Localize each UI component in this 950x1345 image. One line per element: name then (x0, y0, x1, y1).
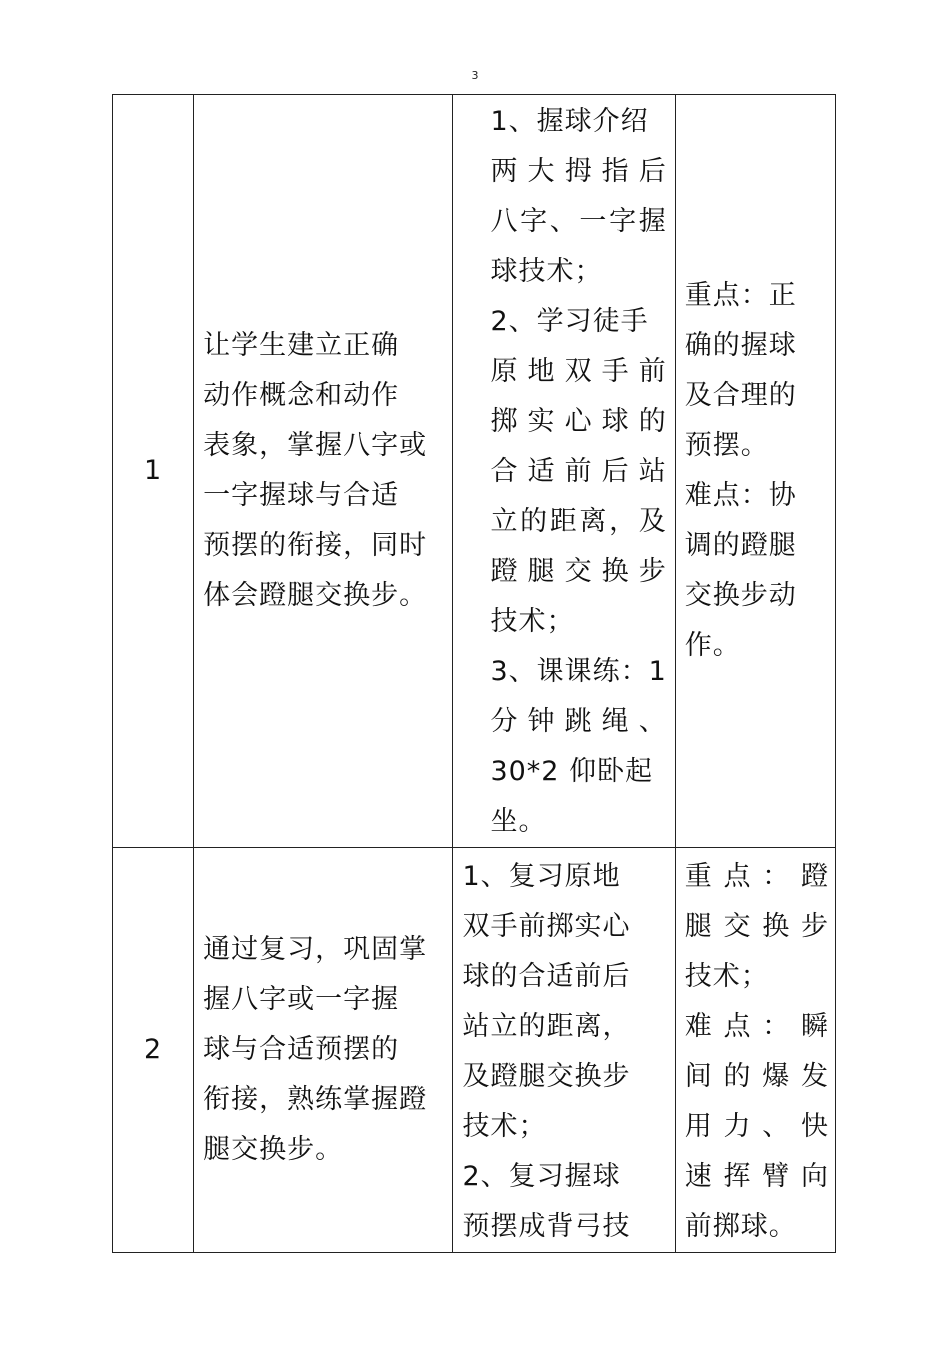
content-line: 及蹬腿交换步 (462, 1061, 631, 1092)
content-line: 球的合适前后 (462, 961, 631, 992)
content-line: 立的距离，及 (490, 506, 667, 537)
lesson-number-cell: 1 (113, 95, 194, 848)
goal-line: 腿交换步。 (203, 1134, 344, 1165)
goal-line: 让学生建立正确 (203, 330, 400, 361)
goal-line: 握八字或一字握 (203, 984, 400, 1015)
content-line: 1、握球介绍 (490, 106, 649, 137)
content-line: 分钟跳绳、 (490, 706, 667, 737)
goal-line: 一字握球与合适 (203, 480, 400, 511)
goal-line: 衔接，熟练掌握蹬 (203, 1084, 428, 1115)
content-line: 合适前后站 (490, 456, 667, 487)
content-line: 预摆成背弓技 (462, 1211, 631, 1242)
goal-line: 表象，掌握八字或 (203, 430, 428, 461)
content-line: 站立的距离， (462, 1011, 631, 1042)
key-point-line: 用力、快 (684, 1111, 829, 1142)
key-point-line: 及合理的 (684, 380, 797, 411)
goal-line: 预摆的衔接，同时 (203, 530, 428, 561)
content-line: 2、复习握球 (462, 1161, 621, 1192)
content-line: 3、课课练：1 (490, 656, 667, 687)
key-point-line: 腿交换步 (684, 911, 829, 942)
content-line: 掷实心球的 (490, 406, 667, 437)
goal-line: 体会蹬腿交换步。 (203, 580, 428, 611)
content-line: 坐。 (490, 806, 547, 837)
key-point-line: 预摆。 (684, 430, 769, 461)
key-point-line: 确的握球 (684, 330, 797, 361)
content-line: 两大拇指后 (490, 156, 667, 187)
key-point-line: 调的蹬腿 (684, 530, 797, 561)
key-points-cell (675, 848, 835, 1253)
content-line: 30*2 仰卧起 (490, 756, 654, 787)
goal-line: 动作概念和动作 (203, 380, 400, 411)
key-point-line: 作。 (684, 630, 741, 661)
key-point-line: 难点：协 (684, 480, 797, 511)
lesson-goal-cell (194, 95, 453, 848)
content-line: 技术； (490, 606, 575, 637)
lesson-plan-table (112, 94, 836, 1253)
goal-line: 球与合适预摆的 (203, 1034, 400, 1065)
key-point-line: 交换步动 (684, 580, 797, 611)
table-row (113, 848, 836, 1253)
page-number: 3 (471, 69, 479, 82)
content-line: 原地双手前 (490, 356, 667, 387)
content-line: 八字、一字握 (490, 206, 667, 237)
goal-line: 通过复习，巩固掌 (203, 934, 428, 965)
content-line: 1、复习原地 (462, 861, 621, 892)
key-point-line: 重点：正 (684, 280, 797, 311)
key-point-line: 技术； (684, 961, 769, 992)
content-line: 2、学习徒手 (490, 306, 649, 337)
key-point-line: 间的爆发 (684, 1061, 829, 1092)
table-row (113, 95, 836, 848)
lesson-content-cell (453, 848, 675, 1253)
lesson-content-cell (453, 95, 675, 848)
content-line: 球技术； (490, 256, 603, 287)
key-points-cell (675, 95, 835, 848)
content-line: 技术； (462, 1111, 547, 1142)
lesson-goal-cell (194, 848, 453, 1253)
lesson-number-cell: 2 (113, 848, 194, 1253)
content-line: 蹬腿交换步 (490, 556, 667, 587)
content-line: 双手前掷实心 (462, 911, 631, 942)
key-point-line: 速挥臂向 (684, 1161, 829, 1192)
key-point-line: 重点：蹬 (684, 861, 829, 892)
key-point-line: 难点：瞬 (684, 1011, 829, 1042)
key-point-line: 前掷球。 (684, 1211, 797, 1242)
